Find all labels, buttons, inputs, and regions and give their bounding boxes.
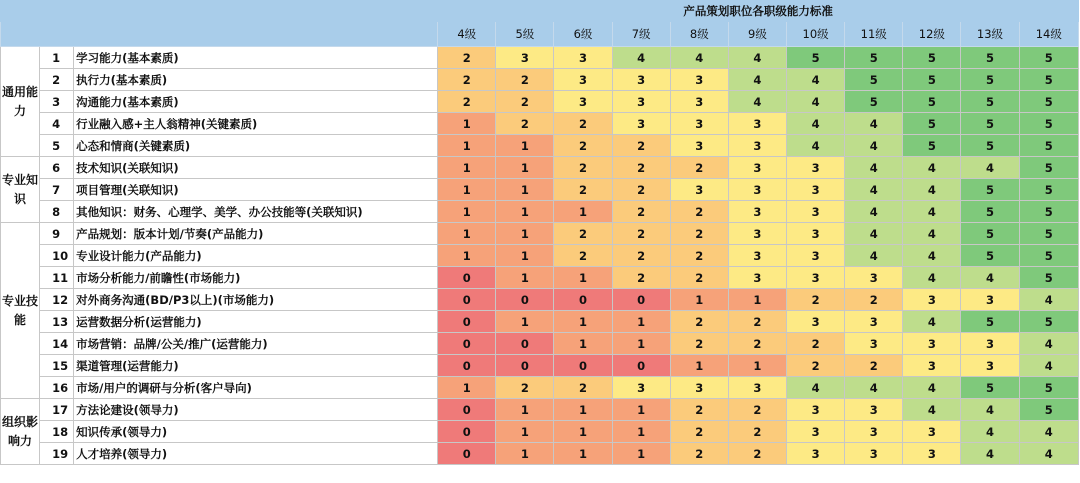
level-score-cell: 3 [845,311,903,333]
level-score-cell: 0 [438,267,496,289]
level-score-cell: 2 [438,91,496,113]
level-score-cell: 3 [670,69,728,91]
level-score-cell: 3 [903,355,961,377]
table-row [1,355,1079,377]
level-score-cell: 2 [612,267,670,289]
level-score-cell: 5 [903,91,961,113]
level-score-cell: 2 [612,179,670,201]
level-header: 12级 [903,22,961,47]
level-score-cell: 4 [845,223,903,245]
level-score-cell: 3 [728,201,786,223]
row-number: 19 [40,443,74,465]
capability-name: 技术知识(关联知识) [74,157,438,179]
level-score-cell: 4 [1019,421,1078,443]
level-score-cell: 2 [670,245,728,267]
level-score-cell: 3 [728,157,786,179]
level-score-cell: 2 [728,333,786,355]
level-score-cell: 0 [554,355,612,377]
level-score-cell: 4 [787,91,845,113]
table-row [1,333,1079,355]
level-score-cell: 5 [1019,245,1078,267]
level-score-cell: 4 [845,157,903,179]
level-score-cell: 3 [612,91,670,113]
table-row [1,267,1079,289]
level-score-cell: 0 [438,311,496,333]
level-score-cell: 1 [612,421,670,443]
level-score-cell: 2 [845,289,903,311]
level-score-cell: 3 [903,289,961,311]
level-score-cell: 5 [961,377,1019,399]
level-score-cell: 4 [670,47,728,69]
table-row [1,69,1079,91]
level-score-cell: 5 [961,47,1019,69]
level-score-cell: 1 [670,289,728,311]
capability-name: 专业设计能力(产品能力) [74,245,438,267]
level-header: 14级 [1019,22,1078,47]
level-score-cell: 2 [496,91,554,113]
level-score-cell: 4 [961,157,1019,179]
level-score-cell: 5 [961,179,1019,201]
level-score-cell: 5 [1019,135,1078,157]
level-score-cell: 2 [438,47,496,69]
level-score-cell: 3 [845,443,903,465]
level-score-cell: 2 [554,113,612,135]
level-score-cell: 3 [845,421,903,443]
level-score-cell: 5 [1019,399,1078,421]
level-score-cell: 5 [961,69,1019,91]
level-score-cell: 2 [612,201,670,223]
level-score-cell: 4 [845,201,903,223]
level-score-cell: 4 [728,69,786,91]
level-score-cell: 3 [845,267,903,289]
level-score-cell: 1 [554,201,612,223]
level-score-cell: 4 [845,245,903,267]
level-score-cell: 1 [496,267,554,289]
level-score-cell: 1 [612,311,670,333]
level-score-cell: 3 [728,135,786,157]
level-score-cell: 1 [670,355,728,377]
level-score-cell: 3 [787,223,845,245]
row-number: 12 [40,289,74,311]
level-score-cell: 3 [612,377,670,399]
level-score-cell: 2 [554,157,612,179]
level-score-cell: 2 [554,223,612,245]
level-score-cell: 3 [496,47,554,69]
level-score-cell: 4 [903,377,961,399]
level-score-cell: 4 [903,223,961,245]
level-header: 4级 [438,22,496,47]
level-score-cell: 1 [438,201,496,223]
level-header: 11级 [845,22,903,47]
level-score-cell: 4 [903,311,961,333]
level-score-cell: 0 [438,443,496,465]
row-number: 9 [40,223,74,245]
level-score-cell: 1 [554,333,612,355]
row-number: 16 [40,377,74,399]
level-score-cell: 3 [670,377,728,399]
level-score-cell: 5 [1019,179,1078,201]
level-score-cell: 2 [728,399,786,421]
level-score-cell: 2 [496,377,554,399]
level-score-cell: 2 [728,311,786,333]
row-number: 6 [40,157,74,179]
row-number: 13 [40,311,74,333]
level-score-cell: 4 [728,47,786,69]
level-score-cell: 2 [554,245,612,267]
level-score-cell: 3 [961,355,1019,377]
level-score-cell: 1 [438,135,496,157]
capability-name: 对外商务沟通(BD/P3以上)(市场能力) [74,289,438,311]
level-score-cell: 1 [496,443,554,465]
level-score-cell: 0 [438,399,496,421]
level-score-cell: 4 [903,267,961,289]
level-score-cell: 2 [612,223,670,245]
group-label: 专业知识 [1,157,40,223]
level-score-cell: 5 [787,47,845,69]
level-score-cell: 4 [612,47,670,69]
level-score-cell: 3 [787,267,845,289]
level-score-cell: 3 [787,311,845,333]
level-score-cell: 4 [845,135,903,157]
level-score-cell: 3 [728,113,786,135]
level-score-cell: 5 [961,245,1019,267]
level-score-cell: 1 [612,333,670,355]
level-score-cell: 4 [1019,443,1078,465]
level-header: 13级 [961,22,1019,47]
level-score-cell: 4 [787,135,845,157]
capability-name: 方法论建设(领导力) [74,399,438,421]
table-row [1,443,1079,465]
capability-name: 知识传承(领导力) [74,421,438,443]
level-score-cell: 1 [612,399,670,421]
table-row [1,135,1079,157]
level-score-cell: 3 [670,113,728,135]
level-score-cell: 3 [554,47,612,69]
level-score-cell: 2 [554,135,612,157]
level-score-cell: 4 [787,69,845,91]
table-row [1,201,1079,223]
level-score-cell: 5 [1019,157,1078,179]
table-row [1,91,1079,113]
level-score-cell: 5 [961,135,1019,157]
level-score-cell: 4 [903,201,961,223]
table-row [1,223,1079,245]
level-score-cell: 5 [845,69,903,91]
level-score-cell: 2 [496,69,554,91]
level-score-cell: 4 [787,377,845,399]
capability-name: 人才培养(领导力) [74,443,438,465]
level-score-cell: 5 [903,135,961,157]
capability-name: 沟通能力(基本素质) [74,91,438,113]
row-number: 5 [40,135,74,157]
row-number: 18 [40,421,74,443]
header-blank [1,22,438,47]
row-number: 7 [40,179,74,201]
level-header: 9级 [728,22,786,47]
level-score-cell: 5 [1019,113,1078,135]
level-score-cell: 5 [903,69,961,91]
row-number: 3 [40,91,74,113]
level-score-cell: 2 [670,311,728,333]
level-score-cell: 3 [845,399,903,421]
level-score-cell: 4 [787,113,845,135]
level-score-cell: 3 [787,157,845,179]
level-score-cell: 3 [612,69,670,91]
table-row [1,399,1079,421]
level-score-cell: 3 [728,267,786,289]
level-score-cell: 5 [1019,223,1078,245]
table-row [1,113,1079,135]
level-score-cell: 2 [612,157,670,179]
level-score-cell: 0 [612,355,670,377]
table-row [1,377,1079,399]
level-score-cell: 4 [903,245,961,267]
level-score-cell: 5 [903,113,961,135]
level-score-cell: 4 [903,157,961,179]
level-score-cell: 3 [554,91,612,113]
level-score-cell: 2 [438,69,496,91]
level-score-cell: 2 [670,201,728,223]
level-score-cell: 4 [903,399,961,421]
table-row [1,311,1079,333]
capability-name: 运营数据分析(运营能力) [74,311,438,333]
level-score-cell: 2 [670,421,728,443]
level-score-cell: 3 [670,91,728,113]
level-score-cell: 4 [961,267,1019,289]
level-score-cell: 1 [438,223,496,245]
level-score-cell: 3 [787,399,845,421]
level-score-cell: 1 [728,355,786,377]
row-number: 10 [40,245,74,267]
table-row [1,157,1079,179]
level-score-cell: 4 [728,91,786,113]
row-number: 17 [40,399,74,421]
level-score-cell: 1 [438,377,496,399]
level-header: 10级 [787,22,845,47]
level-score-cell: 3 [961,289,1019,311]
level-score-cell: 1 [496,245,554,267]
table-row [1,179,1079,201]
level-score-cell: 1 [496,223,554,245]
row-number: 8 [40,201,74,223]
capability-name: 产品规划：版本计划/节奏(产品能力) [74,223,438,245]
level-score-cell: 4 [1019,355,1078,377]
level-score-cell: 1 [496,311,554,333]
row-number: 2 [40,69,74,91]
level-score-cell: 1 [554,311,612,333]
level-score-cell: 5 [961,91,1019,113]
level-score-cell: 1 [496,399,554,421]
level-score-cell: 4 [1019,333,1078,355]
level-score-cell: 1 [554,421,612,443]
level-score-cell: 0 [612,289,670,311]
capability-name: 市场营销：品牌/公关/推广(运营能力) [74,333,438,355]
level-score-cell: 4 [903,179,961,201]
level-score-cell: 3 [961,333,1019,355]
level-score-cell: 3 [728,223,786,245]
level-score-cell: 3 [787,443,845,465]
level-score-cell: 0 [438,421,496,443]
level-score-cell: 1 [728,289,786,311]
level-score-cell: 1 [496,157,554,179]
level-score-cell: 3 [787,179,845,201]
level-score-cell: 2 [670,443,728,465]
capability-name: 心态和情商(关键素质) [74,135,438,157]
level-score-cell: 4 [961,399,1019,421]
level-score-cell: 5 [961,113,1019,135]
capability-name: 行业融入感+主人翁精神(关键素质) [74,113,438,135]
level-score-cell: 5 [961,311,1019,333]
capability-name: 学习能力(基本素质) [74,47,438,69]
level-score-cell: 2 [845,355,903,377]
level-score-cell: 3 [728,377,786,399]
table-row [1,289,1079,311]
level-score-cell: 3 [670,179,728,201]
level-score-cell: 4 [961,421,1019,443]
level-score-cell: 2 [728,421,786,443]
level-score-cell: 3 [728,245,786,267]
level-score-cell: 3 [903,443,961,465]
capability-name: 项目管理(关联知识) [74,179,438,201]
table-row [1,47,1079,69]
level-score-cell: 4 [845,377,903,399]
level-score-cell: 3 [787,245,845,267]
title-blank [1,1,438,22]
level-score-cell: 3 [845,333,903,355]
level-score-cell: 4 [845,113,903,135]
level-score-cell: 4 [1019,289,1078,311]
level-score-cell: 5 [1019,267,1078,289]
level-score-cell: 1 [496,201,554,223]
level-score-cell: 1 [612,443,670,465]
level-score-cell: 2 [612,245,670,267]
level-score-cell: 1 [496,421,554,443]
level-score-cell: 2 [728,443,786,465]
level-score-cell: 0 [496,289,554,311]
level-score-cell: 5 [1019,47,1078,69]
level-score-cell: 3 [554,69,612,91]
level-score-cell: 2 [787,289,845,311]
level-score-cell: 3 [903,421,961,443]
level-header-row [1,22,1079,47]
row-number: 4 [40,113,74,135]
level-score-cell: 1 [554,443,612,465]
level-score-cell: 2 [670,267,728,289]
level-score-cell: 3 [728,179,786,201]
group-label: 通用能力 [1,47,40,157]
level-score-cell: 1 [554,267,612,289]
level-score-cell: 5 [845,47,903,69]
table-title: 产品策划职位各职级能力标准 [438,1,1079,22]
level-score-cell: 0 [438,355,496,377]
group-label: 组织影响力 [1,399,40,465]
level-header: 7级 [612,22,670,47]
level-score-cell: 2 [787,355,845,377]
level-score-cell: 2 [787,333,845,355]
group-label: 专业技能 [1,223,40,399]
level-score-cell: 1 [554,399,612,421]
level-score-cell: 2 [554,179,612,201]
level-score-cell: 0 [496,333,554,355]
level-score-cell: 4 [845,179,903,201]
level-header: 6级 [554,22,612,47]
level-score-cell: 3 [787,421,845,443]
level-header: 5级 [496,22,554,47]
level-header: 8级 [670,22,728,47]
level-score-cell: 5 [961,223,1019,245]
level-score-cell: 0 [496,355,554,377]
level-score-cell: 3 [612,113,670,135]
row-number: 14 [40,333,74,355]
level-score-cell: 5 [903,47,961,69]
table-row [1,245,1079,267]
level-score-cell: 4 [961,443,1019,465]
level-score-cell: 5 [1019,201,1078,223]
level-score-cell: 5 [961,201,1019,223]
table-row [1,421,1079,443]
level-score-cell: 0 [554,289,612,311]
level-score-cell: 1 [496,179,554,201]
level-score-cell: 2 [612,135,670,157]
title-row [1,1,1079,22]
level-score-cell: 2 [554,377,612,399]
capability-name: 渠道管理(运营能力) [74,355,438,377]
level-score-cell: 1 [438,113,496,135]
level-score-cell: 5 [1019,311,1078,333]
level-score-cell: 5 [1019,69,1078,91]
level-score-cell: 3 [787,201,845,223]
level-score-cell: 3 [903,333,961,355]
row-number: 15 [40,355,74,377]
level-score-cell: 2 [670,399,728,421]
level-score-cell: 1 [496,135,554,157]
level-score-cell: 1 [438,179,496,201]
level-score-cell: 0 [438,289,496,311]
level-score-cell: 2 [670,333,728,355]
capability-name: 市场/用户的调研与分析(客户导向) [74,377,438,399]
capability-name: 执行力(基本素质) [74,69,438,91]
level-score-cell: 1 [438,245,496,267]
capability-name: 市场分析能力/前瞻性(市场能力) [74,267,438,289]
level-score-cell: 0 [438,333,496,355]
level-score-cell: 2 [496,113,554,135]
level-score-cell: 5 [845,91,903,113]
capability-name: 其他知识：财务、心理学、美学、办公技能等(关联知识) [74,201,438,223]
row-number: 1 [40,47,74,69]
level-score-cell: 5 [1019,377,1078,399]
level-score-cell: 1 [438,157,496,179]
level-score-cell: 5 [1019,91,1078,113]
level-score-cell: 2 [670,157,728,179]
row-number: 11 [40,267,74,289]
level-score-cell: 2 [670,223,728,245]
level-score-cell: 3 [670,135,728,157]
